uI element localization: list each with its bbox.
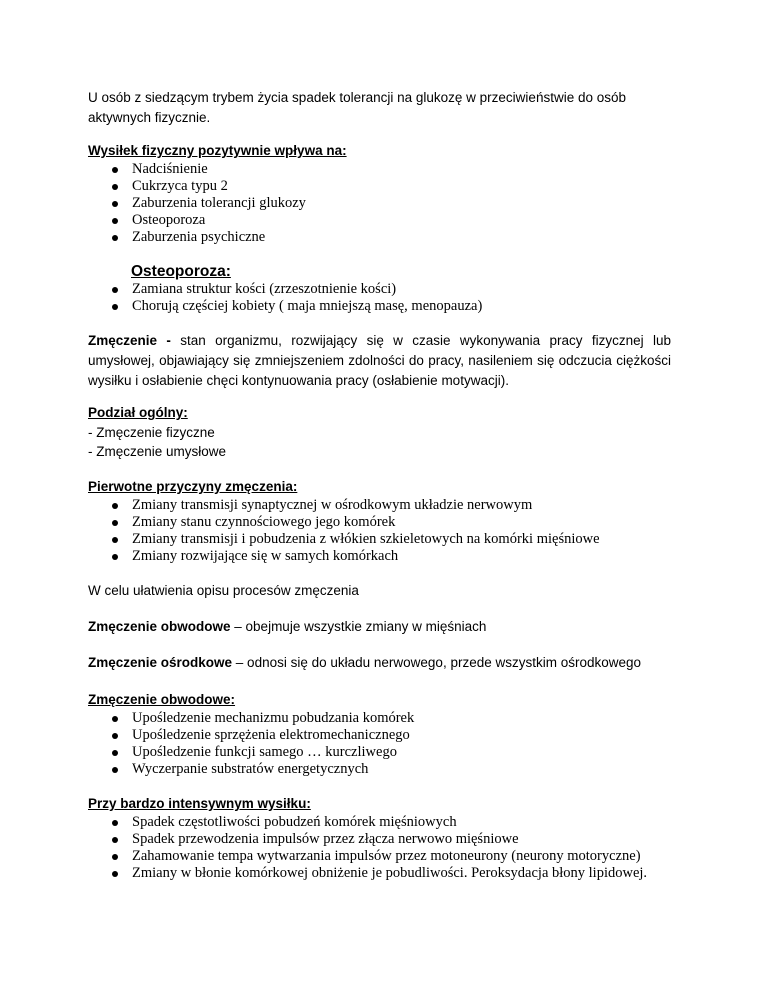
obwodowe-term: Zmęczenie obwodowe <box>88 619 231 634</box>
list-item: Zmiany transmisji synaptycznej w ośrodkowym układzie nerwowym <box>110 497 600 514</box>
zmeczenie-text: stan organizmu, rozwijający się w czasie wykonywania pracy fizycznej lub umysłowej, objawiający się zmniejszeniem zdolności do pracy, nasileniem się odczucia ciężkości wysiłku i osłabienie chęci kontynuowania pracy (osłabienie motywacji). <box>88 333 671 388</box>
osteoporoza-list <box>110 281 482 315</box>
list-item: Zaburzenia tolerancji glukozy <box>110 195 306 212</box>
osteoporoza-heading: Osteoporoza: <box>131 263 231 280</box>
list-item: Spadek przewodzenia impulsów przez złącza nerwowo mięśniowe <box>110 831 647 848</box>
podzial-list <box>88 423 226 461</box>
pierwotne-list <box>110 497 600 565</box>
list-item: Upośledzenie sprzężenia elektromechanicznego <box>110 727 414 744</box>
wysilek-list <box>110 161 306 246</box>
intensywny-list <box>110 814 647 882</box>
obwodowe-text: – obejmuje wszystkie zmiany w mięśniach <box>230 619 487 634</box>
obwodowe-heading: Zmęczenie obwodowe: <box>88 692 236 707</box>
list-item: Cukrzyca typu 2 <box>110 178 306 195</box>
list-item: Zaburzenia psychiczne <box>110 229 306 246</box>
wysilek-heading: Wysiłek fizyczny pozytywnie wpływa na: <box>88 143 347 158</box>
osrodkowe-text: – odnosi się do układu nerwowego, przede wszystkim ośrodkowego <box>232 655 642 670</box>
intensywny-heading: Przy bardzo intensywnym wysiłku: <box>88 796 311 811</box>
obwodowe-list <box>110 710 414 778</box>
zmeczenie-definition <box>88 331 671 391</box>
osrodkowe-term: Zmęczenie ośrodkowe <box>88 655 233 670</box>
list-item: Zahamowanie tempa wytwarzania impulsów przez motoneurony (neurony motoryczne) <box>110 848 647 865</box>
zmeczenie-term: Zmęczenie - <box>88 333 171 348</box>
osrodkowe-definition <box>88 655 641 670</box>
list-item: Chorują częściej kobiety ( maja mniejszą masę, menopauza) <box>110 298 482 315</box>
list-item: Upośledzenie mechanizmu pobudzania komórek <box>110 710 414 727</box>
list-item: Zmiany transmisji i pobudzenia z włókien szkieletowych na komórki mięśniowe <box>110 531 600 548</box>
list-item: Spadek częstotliwości pobudzeń komórek mięśniowych <box>110 814 647 831</box>
pierwotne-heading: Pierwotne przyczyny zmęczenia: <box>88 479 298 494</box>
cel-sentence: W celu ułatwienia opisu procesów zmęczenia <box>88 583 359 598</box>
list-item: Nadciśnienie <box>110 161 306 178</box>
list-item: Zmiany w błonie komórkowej obniżenie je pobudliwości. Peroksydacja błony lipidowej. <box>110 865 647 882</box>
list-item: - Zmęczenie umysłowe <box>88 444 227 459</box>
intro-paragraph: U osób z siedzącym trybem życia spadek tolerancji na glukozę w przeciwieństwie do osób aktywnych fizycznie. <box>88 90 626 125</box>
obwodowe-definition <box>88 619 486 634</box>
list-item: Osteoporoza <box>110 212 306 229</box>
list-item: Zamiana struktur kości (zrzeszotnienie kości) <box>110 281 482 298</box>
list-item: - Zmęczenie fizyczne <box>88 425 215 440</box>
podzial-heading: Podział ogólny: <box>88 405 188 420</box>
list-item: Zmiany rozwijające się w samych komórkach <box>110 548 600 565</box>
list-item: Wyczerpanie substratów energetycznych <box>110 761 414 778</box>
list-item: Zmiany stanu czynnościowego jego komórek <box>110 514 600 531</box>
list-item: Upośledzenie funkcji samego … kurczliwego <box>110 744 414 761</box>
